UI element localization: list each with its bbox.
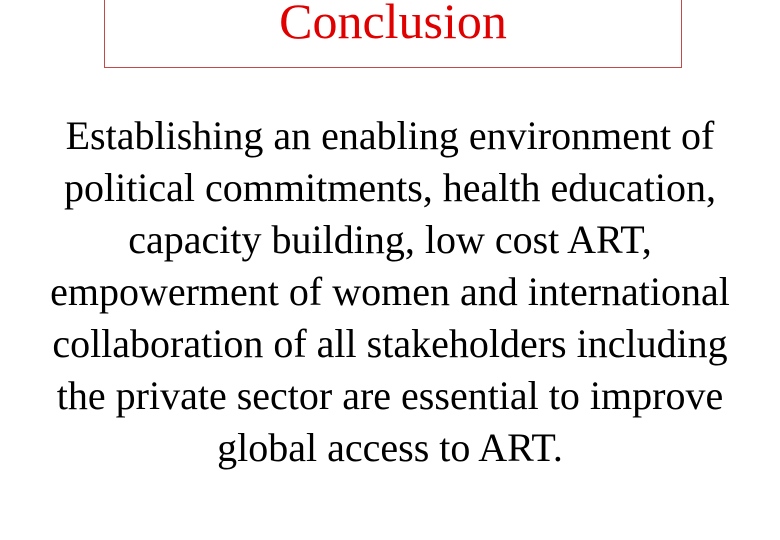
- body-line: the private sector are essential to improve: [56, 373, 724, 418]
- body-line: capacity building, low cost ART,: [128, 217, 652, 262]
- body-line: global access to ART.: [217, 425, 563, 470]
- body-line: empowerment of women and international: [50, 269, 730, 314]
- body-line: collaboration of all stakeholders including: [52, 321, 728, 366]
- slide-body: [0, 110, 780, 474]
- title-box: [104, 0, 682, 68]
- body-line: political commitments, health education,: [63, 165, 717, 210]
- slide-title: Conclusion: [279, 0, 507, 49]
- body-line: Establishing an enabling environment of: [65, 113, 715, 158]
